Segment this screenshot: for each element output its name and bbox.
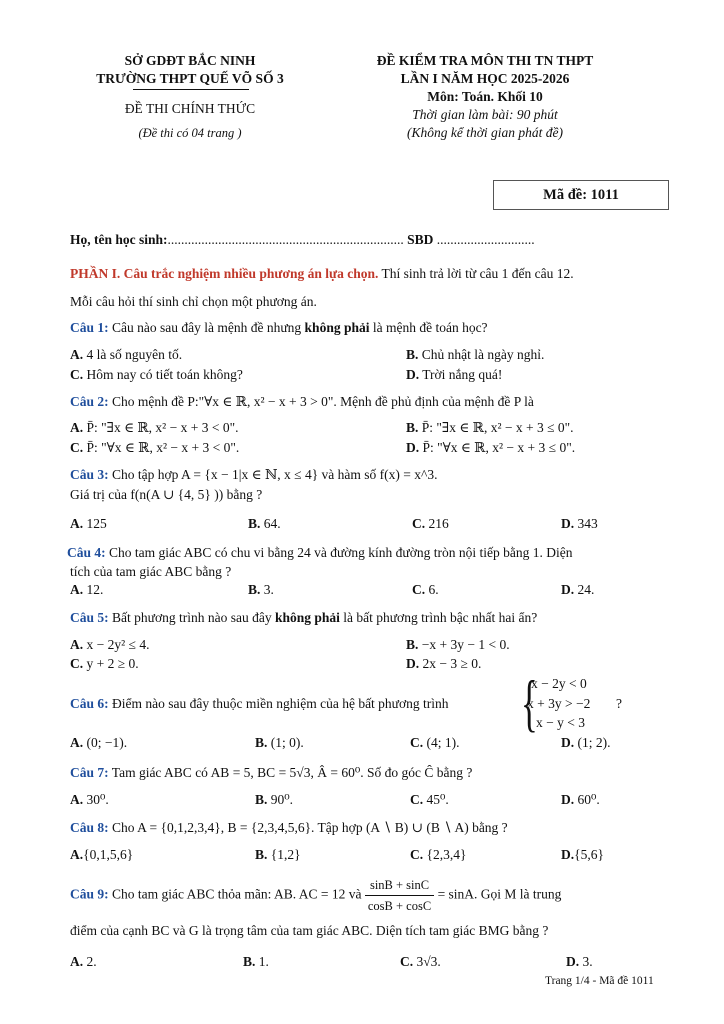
exam-title: ĐỀ KIỂM TRA MÔN THI TN THPT (376, 53, 594, 68)
q5-option-c[interactable]: C. y + 2 ≥ 0. (70, 656, 139, 671)
question-label: Câu 6: (70, 696, 109, 711)
q7-option-d[interactable]: D. 60⁰. (561, 792, 600, 807)
system-inequality-1: x − 2y < 0 (531, 676, 587, 691)
q1-option-b[interactable]: B. Chủ nhật là ngày nghỉ. (406, 347, 545, 362)
question-text: là bất phương trình bậc nhất hai ẩn? (339, 610, 538, 625)
question-9-line-2: điểm của cạnh BC và G là trọng tâm của tam giác ABC. Diện tích tam giác BMG bằng ? (70, 923, 549, 938)
sbd-label: SBD (407, 232, 434, 247)
q9-option-d[interactable]: D. 3. (566, 954, 593, 969)
question-3 (70, 467, 670, 483)
question-label: Câu 9: (70, 886, 109, 902)
fraction-numerator: sinB + sinC (365, 875, 434, 896)
question-text: là mệnh đề toán học? (369, 320, 488, 335)
q4-option-c[interactable]: C. 6. (412, 582, 439, 597)
q1-option-a[interactable]: A. 4 là số nguyên tố. (70, 347, 183, 362)
question-4 (67, 545, 667, 561)
q9-option-a[interactable]: A. 2. (70, 954, 97, 969)
question-label: Câu 4: (67, 545, 106, 560)
question-emphasis: không phải (274, 610, 340, 625)
dept-name: SỞ GDĐT BẮC NINH (124, 53, 256, 68)
exam-time: Thời gian làm bài: 90 phút (412, 107, 558, 122)
fraction (365, 875, 434, 916)
q6-option-b[interactable]: B. (1; 0). (255, 735, 304, 750)
question-mark: ? (616, 696, 622, 711)
exam-round: LẦN I NĂM HỌC 2025-2026 (400, 71, 570, 86)
q8-option-d[interactable]: D.{5,6} (561, 847, 604, 862)
q4-option-d[interactable]: D. 24. (561, 582, 595, 597)
fraction-denominator: cosB + cosC (367, 899, 432, 913)
question-text: = sinA. Gọi M là trung (434, 886, 562, 902)
question-text: Câu nào sau đây là mệnh đề nhưng (108, 320, 305, 335)
question-text: Cho mệnh đề P:"∀x ∈ ℝ, x² − x + 3 > 0". Mệnh đề phủ định của mệnh đề P là (108, 394, 534, 409)
q6-option-d[interactable]: D. (1; 2). (561, 735, 611, 750)
question-label: Câu 2: (70, 394, 109, 409)
question-label: Câu 3: (70, 467, 109, 482)
official-label: ĐỀ THI CHÍNH THỨC (124, 101, 256, 116)
q4-option-b[interactable]: B. 3. (248, 582, 274, 597)
question-5 (70, 610, 670, 626)
q4-option-a[interactable]: A. 12. (70, 582, 104, 597)
q7-option-b[interactable]: B. 90⁰. (255, 792, 294, 807)
q2-option-c[interactable]: C. P̄: "∀x ∈ ℝ, x² − x + 3 < 0". (70, 440, 240, 455)
exam-code: Mã đề: 1011 (543, 187, 619, 203)
question-text: Bất phương trình nào sau đây (108, 610, 275, 625)
q3-option-b[interactable]: B. 64. (248, 516, 281, 531)
part1-instruction-2: Mỗi câu hỏi thí sinh chỉ chọn một phương án. (70, 294, 317, 309)
part1-heading (70, 266, 670, 282)
q8-option-c[interactable]: C. {2,3,4} (410, 847, 467, 862)
q5-option-a[interactable]: A. x − 2y² ≤ 4. (70, 637, 150, 652)
q8-option-b[interactable]: B. {1,2} (255, 847, 301, 862)
question-text: Cho A = {0,1,2,3,4}, B = {2,3,4,5,6}. Tập hợp (A ∖ B) ∪ (B ∖ A) bằng ? (108, 820, 508, 835)
question-label: Câu 8: (70, 820, 109, 835)
q6-option-c[interactable]: C. (4; 1). (410, 735, 460, 750)
q7-option-a[interactable]: A. 30⁰. (70, 792, 109, 807)
question-7 (70, 765, 670, 781)
question-8 (70, 820, 670, 836)
exam-note: (Không kể thời gian phát đề) (406, 125, 564, 140)
school-underline (133, 89, 249, 90)
school-name: TRƯỜNG THPT QUẾ VÕ SỐ 3 (96, 71, 284, 86)
student-name-label: Họ, tên học sinh: (70, 232, 168, 247)
question-text: Tam giác ABC có AB = 5, BC = 5√3, Â = 60⁰. Số đo góc Ĉ bằng ? (108, 765, 473, 780)
exam-code-box (493, 180, 669, 210)
question-label: Câu 5: (70, 610, 109, 625)
page-footer: Trang 1/4 - Mã đề 1011 (545, 975, 654, 987)
system-brace: { (520, 667, 538, 738)
student-name-dots: ...................................................................... (167, 232, 404, 247)
q6-option-a[interactable]: A. (0; −1). (70, 735, 128, 750)
question-emphasis: không phải (304, 320, 370, 335)
q5-option-b[interactable]: B. −x + 3y − 1 < 0. (406, 637, 510, 652)
system-inequality-2: x + 3y > −2 (527, 696, 591, 711)
part1-instruction: Thí sinh trả lời từ câu 1 đến câu 12. (378, 266, 574, 281)
q3-option-a[interactable]: A. 125 (70, 516, 107, 531)
sbd-dots: ............................. (436, 232, 535, 247)
q3-option-c[interactable]: C. 216 (412, 516, 449, 531)
q5-option-d[interactable]: D. 2x − 3 ≥ 0. (406, 656, 482, 671)
q2-option-a[interactable]: A. P̄: "∃x ∈ ℝ, x² − x + 3 < 0". (70, 420, 239, 435)
question-label: Câu 7: (70, 765, 109, 780)
question-3-line-2: Giá trị của f(n(A ∪ {4, 5} )) bằng ? (70, 487, 263, 502)
q3-option-d[interactable]: D. 343 (561, 516, 598, 531)
exam-subject: Môn: Toán. Khối 10 (427, 89, 543, 104)
student-info-line (70, 232, 670, 248)
q2-option-d[interactable]: D. P̄: "∀x ∈ ℝ, x² − x + 3 ≤ 0". (406, 440, 576, 455)
part1-title: PHẦN I. Câu trắc nghiệm nhiều phương án lựa chọn. (70, 266, 379, 281)
system-inequality-3: x − y < 3 (536, 715, 585, 730)
question-text: Cho tam giác ABC có chu vi bằng 24 và đường kính đường tròn nội tiếp bằng 1. Diện (105, 545, 573, 560)
q8-option-a[interactable]: A.{0,1,5,6} (70, 847, 134, 862)
q1-option-d[interactable]: D. Trời nắng quá! (406, 367, 503, 382)
q2-option-b[interactable]: B. P̄: "∃x ∈ ℝ, x² − x + 3 ≤ 0". (406, 420, 574, 435)
q9-option-b[interactable]: B. 1. (243, 954, 269, 969)
question-text: Cho tam giác ABC thỏa mãn: AB. AC = 12 và (108, 886, 365, 902)
page-count: (Đề thi có 04 trang ) (138, 126, 242, 140)
question-text: Điểm nào sau đây thuộc miền nghiệm của hệ bất phương trình (108, 696, 449, 711)
question-1 (70, 320, 670, 336)
question-2 (70, 394, 670, 410)
question-text: Cho tập hợp A = {x − 1|x ∈ ℕ, x ≤ 4} và hàm số f(x) = x^3. (108, 467, 438, 482)
q1-option-c[interactable]: C. Hôm nay có tiết toán không? (70, 367, 243, 382)
q7-option-c[interactable]: C. 45⁰. (410, 792, 449, 807)
question-label: Câu 1: (70, 320, 109, 335)
question-4-line-2: tích của tam giác ABC bằng ? (70, 564, 232, 579)
question-9 (70, 875, 670, 916)
q9-option-c[interactable]: C. 3√3. (400, 954, 441, 969)
